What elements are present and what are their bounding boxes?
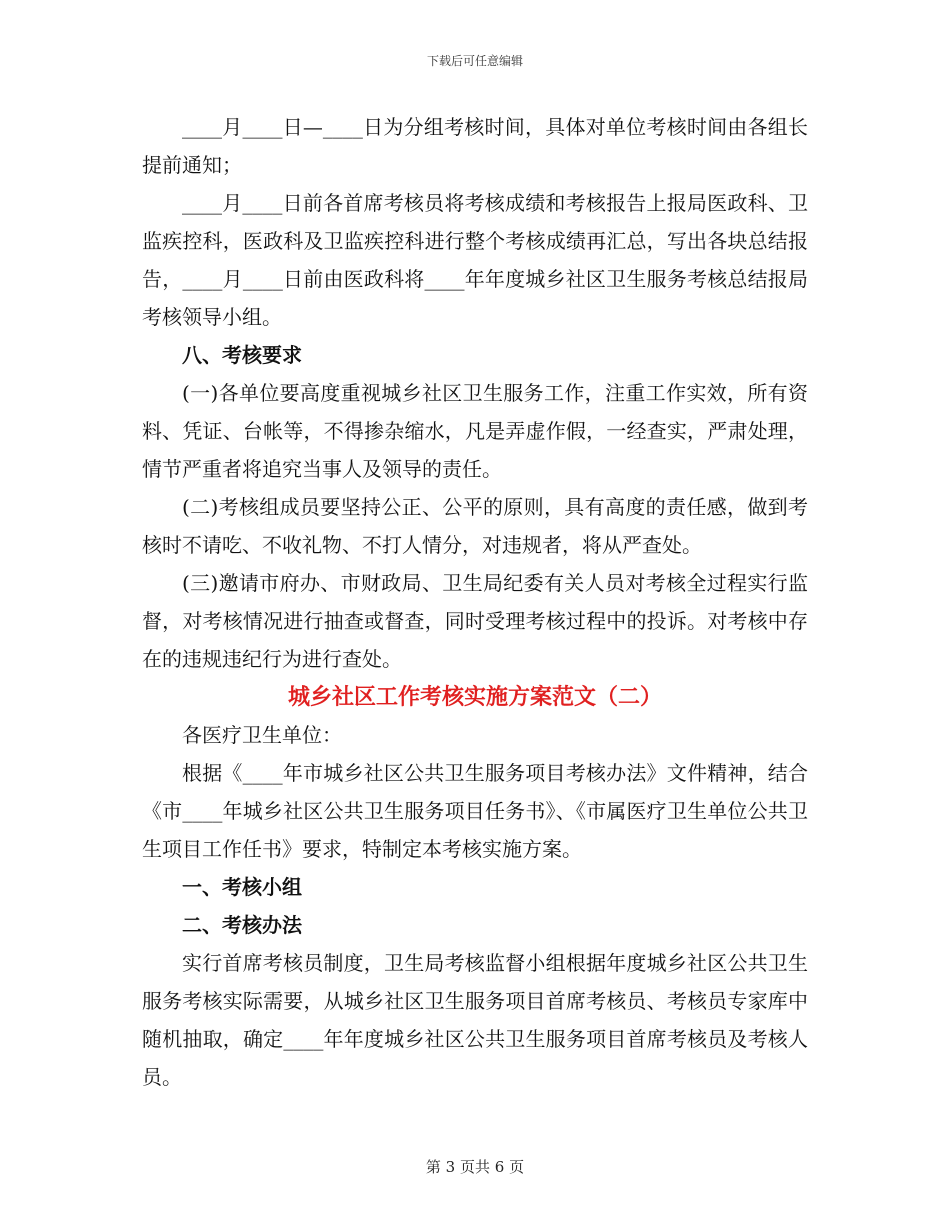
section-heading-requirements: 八、考核要求 bbox=[182, 343, 302, 367]
section-heading-group: 一、考核小组 bbox=[182, 875, 302, 899]
page-footer: 第 3 页共 6 页 bbox=[425, 1158, 525, 1176]
paragraph-schedule-report: ____月____日前各首席考核员将考核成绩和考核报告上报局医政科、卫监疾控科，医政科及卫监疾控科进行整个考核成绩再汇总，写出各块总结报告，____月____日前由医政科将____年年度城乡社区卫生服务考核总结报局考核领导小组。 bbox=[142, 191, 808, 329]
paragraph-schedule-group: ____月____日—____日为分组考核时间，具体对单位考核时间由各组长提前通知； bbox=[142, 115, 808, 177]
document-title: 城乡社区工作考核实施方案范文（二） bbox=[287, 684, 662, 710]
section-heading-method: 二、考核办法 bbox=[182, 913, 302, 937]
paragraph-basis: 根据《____年市城乡社区公共卫生服务项目考核办法》文件精神，结合《市____年城乡社区公共卫生服务项目任务书》、《市属医疗卫生单位公共卫生项目工作任书》要求，特制定本考核实施方案。 bbox=[142, 761, 808, 861]
document-body bbox=[142, 108, 808, 1096]
page-header: 下载后可任意编辑 bbox=[426, 54, 523, 68]
paragraph-requirement-1: (一)各单位要高度重视城乡社区卫生服务工作，注重工作实效，所有资料、凭证、台帐等，不得掺杂缩水，凡是弄虚作假，一经查实，严肃处理，情节严重者将追究当事人及领导的责任。 bbox=[142, 381, 808, 481]
paragraph-salutation: 各医疗卫生单位： bbox=[182, 723, 342, 747]
paragraph-requirement-2: (二)考核组成员要坚持公正、公平的原则，具有高度的责任感，做到考核时不请吃、不收礼物、不打人情分，对违规者，将从严查处。 bbox=[142, 495, 808, 557]
paragraph-requirement-3: (三)邀请市府办、市财政局、卫生局纪委有关人员对考核全过程实行监督，对考核情况进行抽查或督查，同时受理考核过程中的投诉。对考核中存在的违规违纪行为进行查处。 bbox=[142, 571, 808, 671]
paragraph-method: 实行首席考核员制度，卫生局考核监督小组根据年度城乡社区公共卫生服务考核实际需要，从城乡社区卫生服务项目首席考核员、考核员专家库中随机抽取，确定____年年度城乡社区公共卫生服务项目首席考核员及考核人员。 bbox=[142, 951, 808, 1089]
